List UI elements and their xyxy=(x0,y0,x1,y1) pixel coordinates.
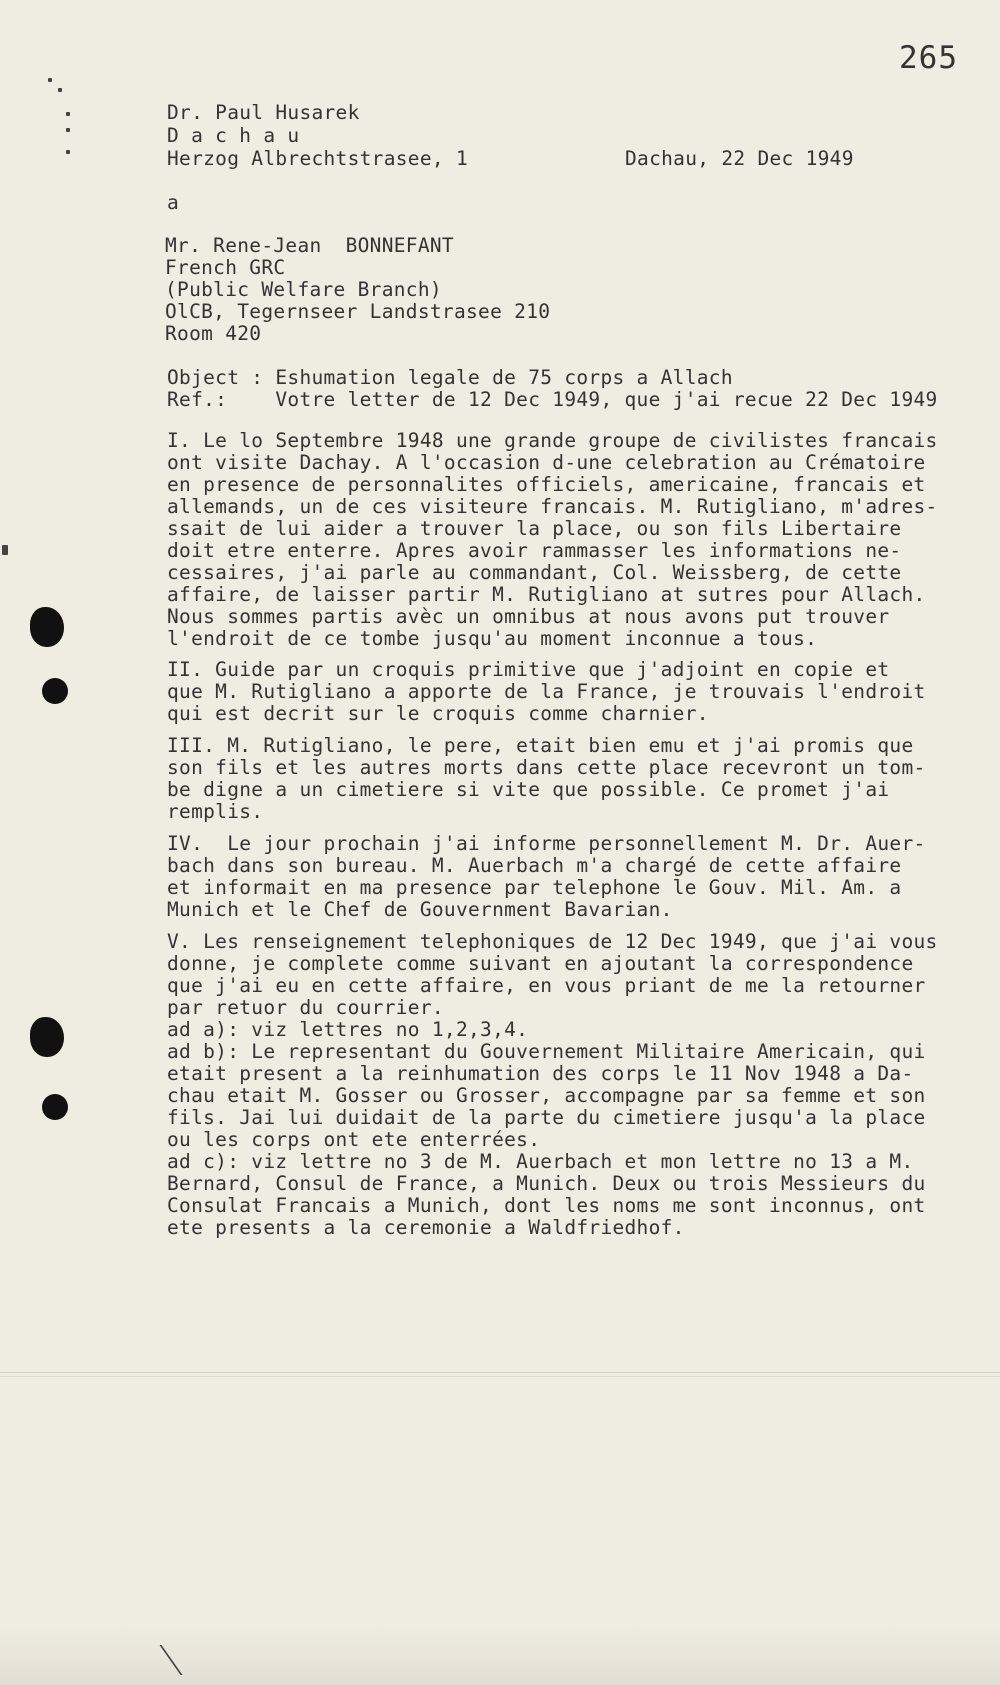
body-line: ou les corps ont ete enterrées. xyxy=(167,1128,541,1151)
body-line: qui est decrit sur le croquis comme charnier. xyxy=(167,702,709,725)
punch-hole-lower xyxy=(30,1017,64,1057)
recipient-line: Mr. Rene-Jean BONNEFANT xyxy=(165,234,454,257)
body-line: que j'ai eu en cette affaire, en vous priant de me la retourner xyxy=(167,974,926,997)
sender-address: Herzog Albrechtstrasee, 1 xyxy=(167,147,468,170)
object-line: Object : Eshumation legale de 75 corps a Allach xyxy=(167,366,733,389)
body-line: IV. Le jour prochain j'ai informe personnellement M. Dr. Auer- xyxy=(167,832,926,855)
body-line: que M. Rutigliano a apporte de la France, je trouvais l'endroit xyxy=(167,680,926,703)
ink-speck xyxy=(66,128,70,132)
body-line: fils. Jai lui duidait de la parte du cimetiere jusqu'a la place xyxy=(167,1106,926,1129)
page-number: 265 xyxy=(899,40,958,76)
ink-speck xyxy=(2,545,8,555)
body-line: doit etre enterre. Apres avoir rammasser les informations ne- xyxy=(167,539,902,562)
body-line: ad a): viz lettres no 1,2,3,4. xyxy=(167,1018,529,1041)
body-line: Nous sommes partis avèc un omnibus at nous avons put trouver xyxy=(167,605,890,628)
to-word: a xyxy=(167,191,180,214)
body-line: ad c): viz lettre no 3 de M. Auerbach et mon lettre no 13 a M. xyxy=(167,1150,914,1173)
body-line: etait present a la reinhumation des corps le 11 Nov 1948 a Da- xyxy=(167,1062,914,1085)
body-line: II. Guide par un croquis primitive que j'adjoint en copie et xyxy=(167,658,890,681)
sender-name: Dr. Paul Husarek xyxy=(167,101,360,124)
paper-edge-shadow xyxy=(0,1625,1000,1685)
ref-line: Ref.: Votre letter de 12 Dec 1949, que j'ai recue 22 Dec 1949 xyxy=(167,388,938,411)
body-line: affaire, de laisser partir M. Rutigliano at sutres pour Allach. xyxy=(167,583,926,606)
ink-speck xyxy=(66,112,70,116)
fold-line xyxy=(0,1376,1000,1377)
fold-line xyxy=(0,1372,1000,1373)
recipient-line: French GRC xyxy=(165,256,286,279)
body-line: allemands, un de ces visiteure francais. M. Rutigliano, m'adres- xyxy=(167,495,938,518)
body-line: Bernard, Consul de France, a Munich. Deux ou trois Messieurs du xyxy=(167,1172,926,1195)
body-line: et informait en ma presence par telephone le Gouv. Mil. Am. a xyxy=(167,876,902,899)
ink-speck xyxy=(48,78,52,82)
body-line: ssait de lui aider a trouver la place, ou son fils Libertaire xyxy=(167,517,902,540)
recipient-line: Room 420 xyxy=(165,322,262,345)
body-line: l'endroit de ce tombe jusqu'au moment inconnue a tous. xyxy=(167,627,818,650)
body-line: bach dans son bureau. M. Auerbach m'a chargé de cette affaire xyxy=(167,854,902,877)
ink-speck xyxy=(58,88,62,92)
body-line: Consulat Francais a Munich, dont les noms me sont inconnus, ont xyxy=(167,1194,926,1217)
body-line: par retuor du courrier. xyxy=(167,996,444,1019)
punch-hole-bottom xyxy=(42,1094,68,1120)
body-line: chau etait M. Gosser ou Grosser, accompagne par sa femme et son xyxy=(167,1084,926,1107)
body-line: V. Les renseignement telephoniques de 12 Dec 1949, que j'ai vous xyxy=(167,930,938,953)
body-line: son fils et les autres morts dans cette place recevront un tom- xyxy=(167,756,926,779)
recipient-line: OlCB, Tegernseer Landstrasee 210 xyxy=(165,300,551,323)
ink-speck xyxy=(66,150,70,154)
punch-hole-top xyxy=(30,607,64,647)
body-line: en presence de personnalites officiels, americaine, francais et xyxy=(167,473,926,496)
punch-hole-upper xyxy=(42,678,68,704)
body-line: be digne a un cimetiere si vite que possible. Ce promet j'ai xyxy=(167,778,890,801)
body-line: ont visite Dachay. A l'occasion d-une celebration au Crématoire xyxy=(167,451,926,474)
recipient-line: (Public Welfare Branch) xyxy=(165,278,442,301)
body-line: donne, je complete comme suivant en ajoutant la correspondence xyxy=(167,952,914,975)
body-line: ad b): Le representant du Gouvernement Militaire Americain, qui xyxy=(167,1040,926,1063)
body-line: I. Le lo Septembre 1948 une grande groupe de civilistes francais xyxy=(167,429,938,452)
sender-city: D a c h a u xyxy=(167,124,300,147)
body-line: Munich et le Chef de Gouvernment Bavarian. xyxy=(167,898,673,921)
body-line: cessaires, j'ai parle au commandant, Col. Weissberg, de cette xyxy=(167,561,902,584)
body-line: ete presents a la ceremonie a Waldfriedhof. xyxy=(167,1216,685,1239)
body-line: III. M. Rutigliano, le pere, etait bien emu et j'ai promis que xyxy=(167,734,914,757)
letter-date: Dachau, 22 Dec 1949 xyxy=(625,147,854,170)
body-line: remplis. xyxy=(167,800,264,823)
